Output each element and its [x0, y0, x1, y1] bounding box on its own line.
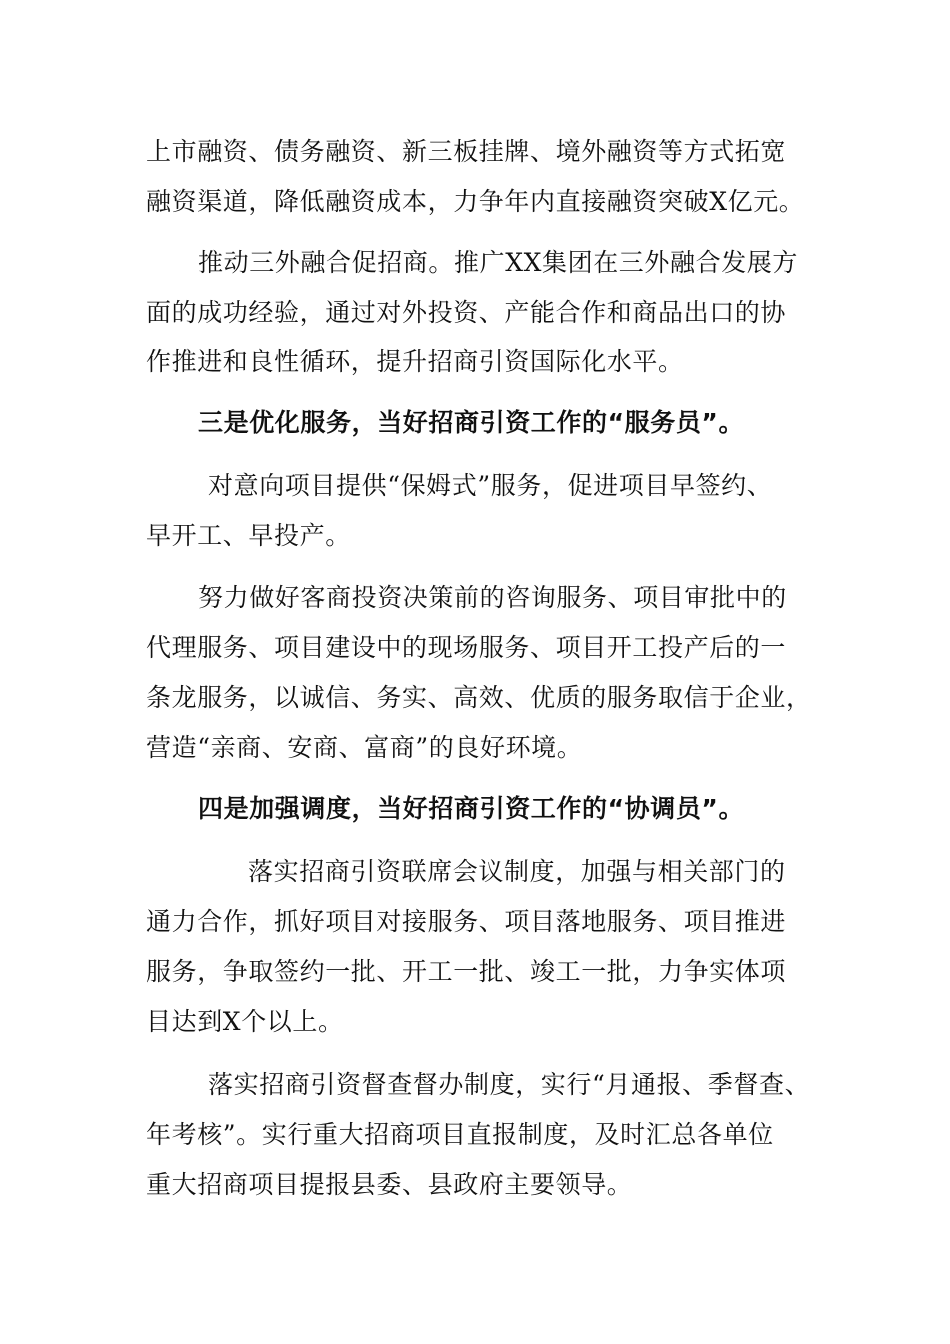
section-heading-four: 四是加强调度，当好招商引资工作的“协调员”。 — [198, 794, 745, 823]
paragraph-text-line: 代理服务、项目建设中的现场服务、项目开工投产后的一 — [146, 633, 787, 662]
paragraph-text-line: 推动三外融合促招商。推广XX集团在三外融合发展方 — [198, 248, 798, 277]
paragraph-text-line: 落实招商引资督查督办制度，实行“月通报、季督查、 — [208, 1070, 811, 1099]
body-text-line: 融资渠道，降低融资成本，力争年内直接融资突破X亿元。 — [146, 187, 805, 216]
paragraph-text-line: 面的成功经验，通过对外投资、产能合作和商品出口的协 — [146, 298, 787, 327]
paragraph-text-line: 通力合作，抓好项目对接服务、项目落地服务、项目推进 — [146, 907, 787, 936]
paragraph-text-line: 条龙服务，以诚信、务实、高效、优质的服务取信于企业， — [146, 683, 812, 712]
paragraph-text-line: 落实招商引资联席会议制度，加强与相关部门的 — [248, 857, 786, 886]
paragraph-text-line: 营造“亲商、安商、富商”的良好环境。 — [146, 733, 583, 762]
paragraph-text-line: 作推进和良性循环，提升招商引资国际化水平。 — [146, 347, 684, 376]
section-heading-three: 三是优化服务，当好招商引资工作的“服务员”。 — [198, 408, 745, 437]
paragraph-text-line: 努力做好客商投资决策前的咨询服务、项目审批中的 — [198, 583, 787, 612]
paragraph-text-line: 年考核”。实行重大招商项目直报制度，及时汇总各单位 — [146, 1120, 774, 1149]
paragraph-text-line: 早开工、早投产。 — [146, 521, 351, 550]
paragraph-text-line: 服务，争取签约一批、开工一批、竣工一批，力争实体项 — [146, 957, 787, 986]
body-text-line: 上市融资、债务融资、新三板挂牌、境外融资等方式拓宽 — [146, 137, 787, 166]
paragraph-text-line: 目达到X个以上。 — [146, 1007, 344, 1036]
paragraph-text-line: 对意向项目提供“保姆式”服务，促进项目早签约、 — [208, 471, 773, 500]
paragraph-text-line: 重大招商项目提报县委、县政府主要领导。 — [146, 1170, 633, 1199]
